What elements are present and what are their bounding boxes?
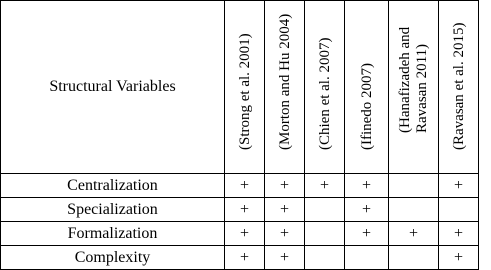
table-cell: + bbox=[345, 222, 389, 246]
study-label: (Ravasan et al. 2015) bbox=[450, 22, 467, 150]
table-cell: + bbox=[439, 174, 479, 198]
study-label: (Chien et al. 2007) bbox=[316, 37, 333, 150]
table-cell: + bbox=[225, 174, 265, 198]
study-header-morton-hu-2004 bbox=[265, 1, 305, 174]
study-header-strong-2001 bbox=[225, 1, 265, 174]
table-cell: + bbox=[439, 222, 479, 246]
table-cell: + bbox=[265, 198, 305, 222]
study-label-line-1: (Hanafizadeh and bbox=[396, 26, 413, 133]
table-row-centralization bbox=[1, 174, 479, 198]
study-header-chien-2007 bbox=[305, 1, 345, 174]
study-header-ifinedo-2007 bbox=[345, 1, 389, 174]
table-cell bbox=[345, 246, 389, 270]
table-cell: + bbox=[345, 198, 389, 222]
table-cell bbox=[439, 198, 479, 222]
structural-variables-header: Structural Variables bbox=[1, 1, 225, 174]
table-cell bbox=[305, 198, 345, 222]
table-cell: + bbox=[345, 174, 389, 198]
study-label: (Ifinedo 2007) bbox=[358, 62, 375, 150]
row-label: Complexity bbox=[1, 246, 225, 270]
table-cell: + bbox=[389, 222, 439, 246]
table-cell: + bbox=[225, 246, 265, 270]
table-cell: + bbox=[265, 222, 305, 246]
study-label: (Strong et al. 2001) bbox=[236, 33, 253, 150]
table-cell: + bbox=[265, 246, 305, 270]
table-cell bbox=[389, 198, 439, 222]
header-row bbox=[1, 1, 479, 174]
table-row-complexity bbox=[1, 246, 479, 270]
table-cell: + bbox=[439, 246, 479, 270]
table-cell: + bbox=[225, 222, 265, 246]
row-label: Specialization bbox=[1, 198, 225, 222]
row-label: Formalization bbox=[1, 222, 225, 246]
table-cell: + bbox=[305, 174, 345, 198]
table-cell bbox=[305, 222, 345, 246]
study-header-ravasan-2015 bbox=[439, 1, 479, 174]
study-label: (Morton and Hu 2004) bbox=[276, 13, 293, 150]
row-label: Centralization bbox=[1, 174, 225, 198]
table-cell bbox=[389, 174, 439, 198]
study-header-hanafizadeh-ravasan-2011 bbox=[389, 1, 439, 174]
table-cell: + bbox=[265, 174, 305, 198]
table-row-specialization bbox=[1, 198, 479, 222]
study-label-line-2: Ravasan 2011) bbox=[413, 43, 430, 133]
table-row-formalization bbox=[1, 222, 479, 246]
table-cell bbox=[305, 246, 345, 270]
table-cell: + bbox=[225, 198, 265, 222]
table-cell bbox=[389, 246, 439, 270]
study-label bbox=[397, 27, 431, 133]
